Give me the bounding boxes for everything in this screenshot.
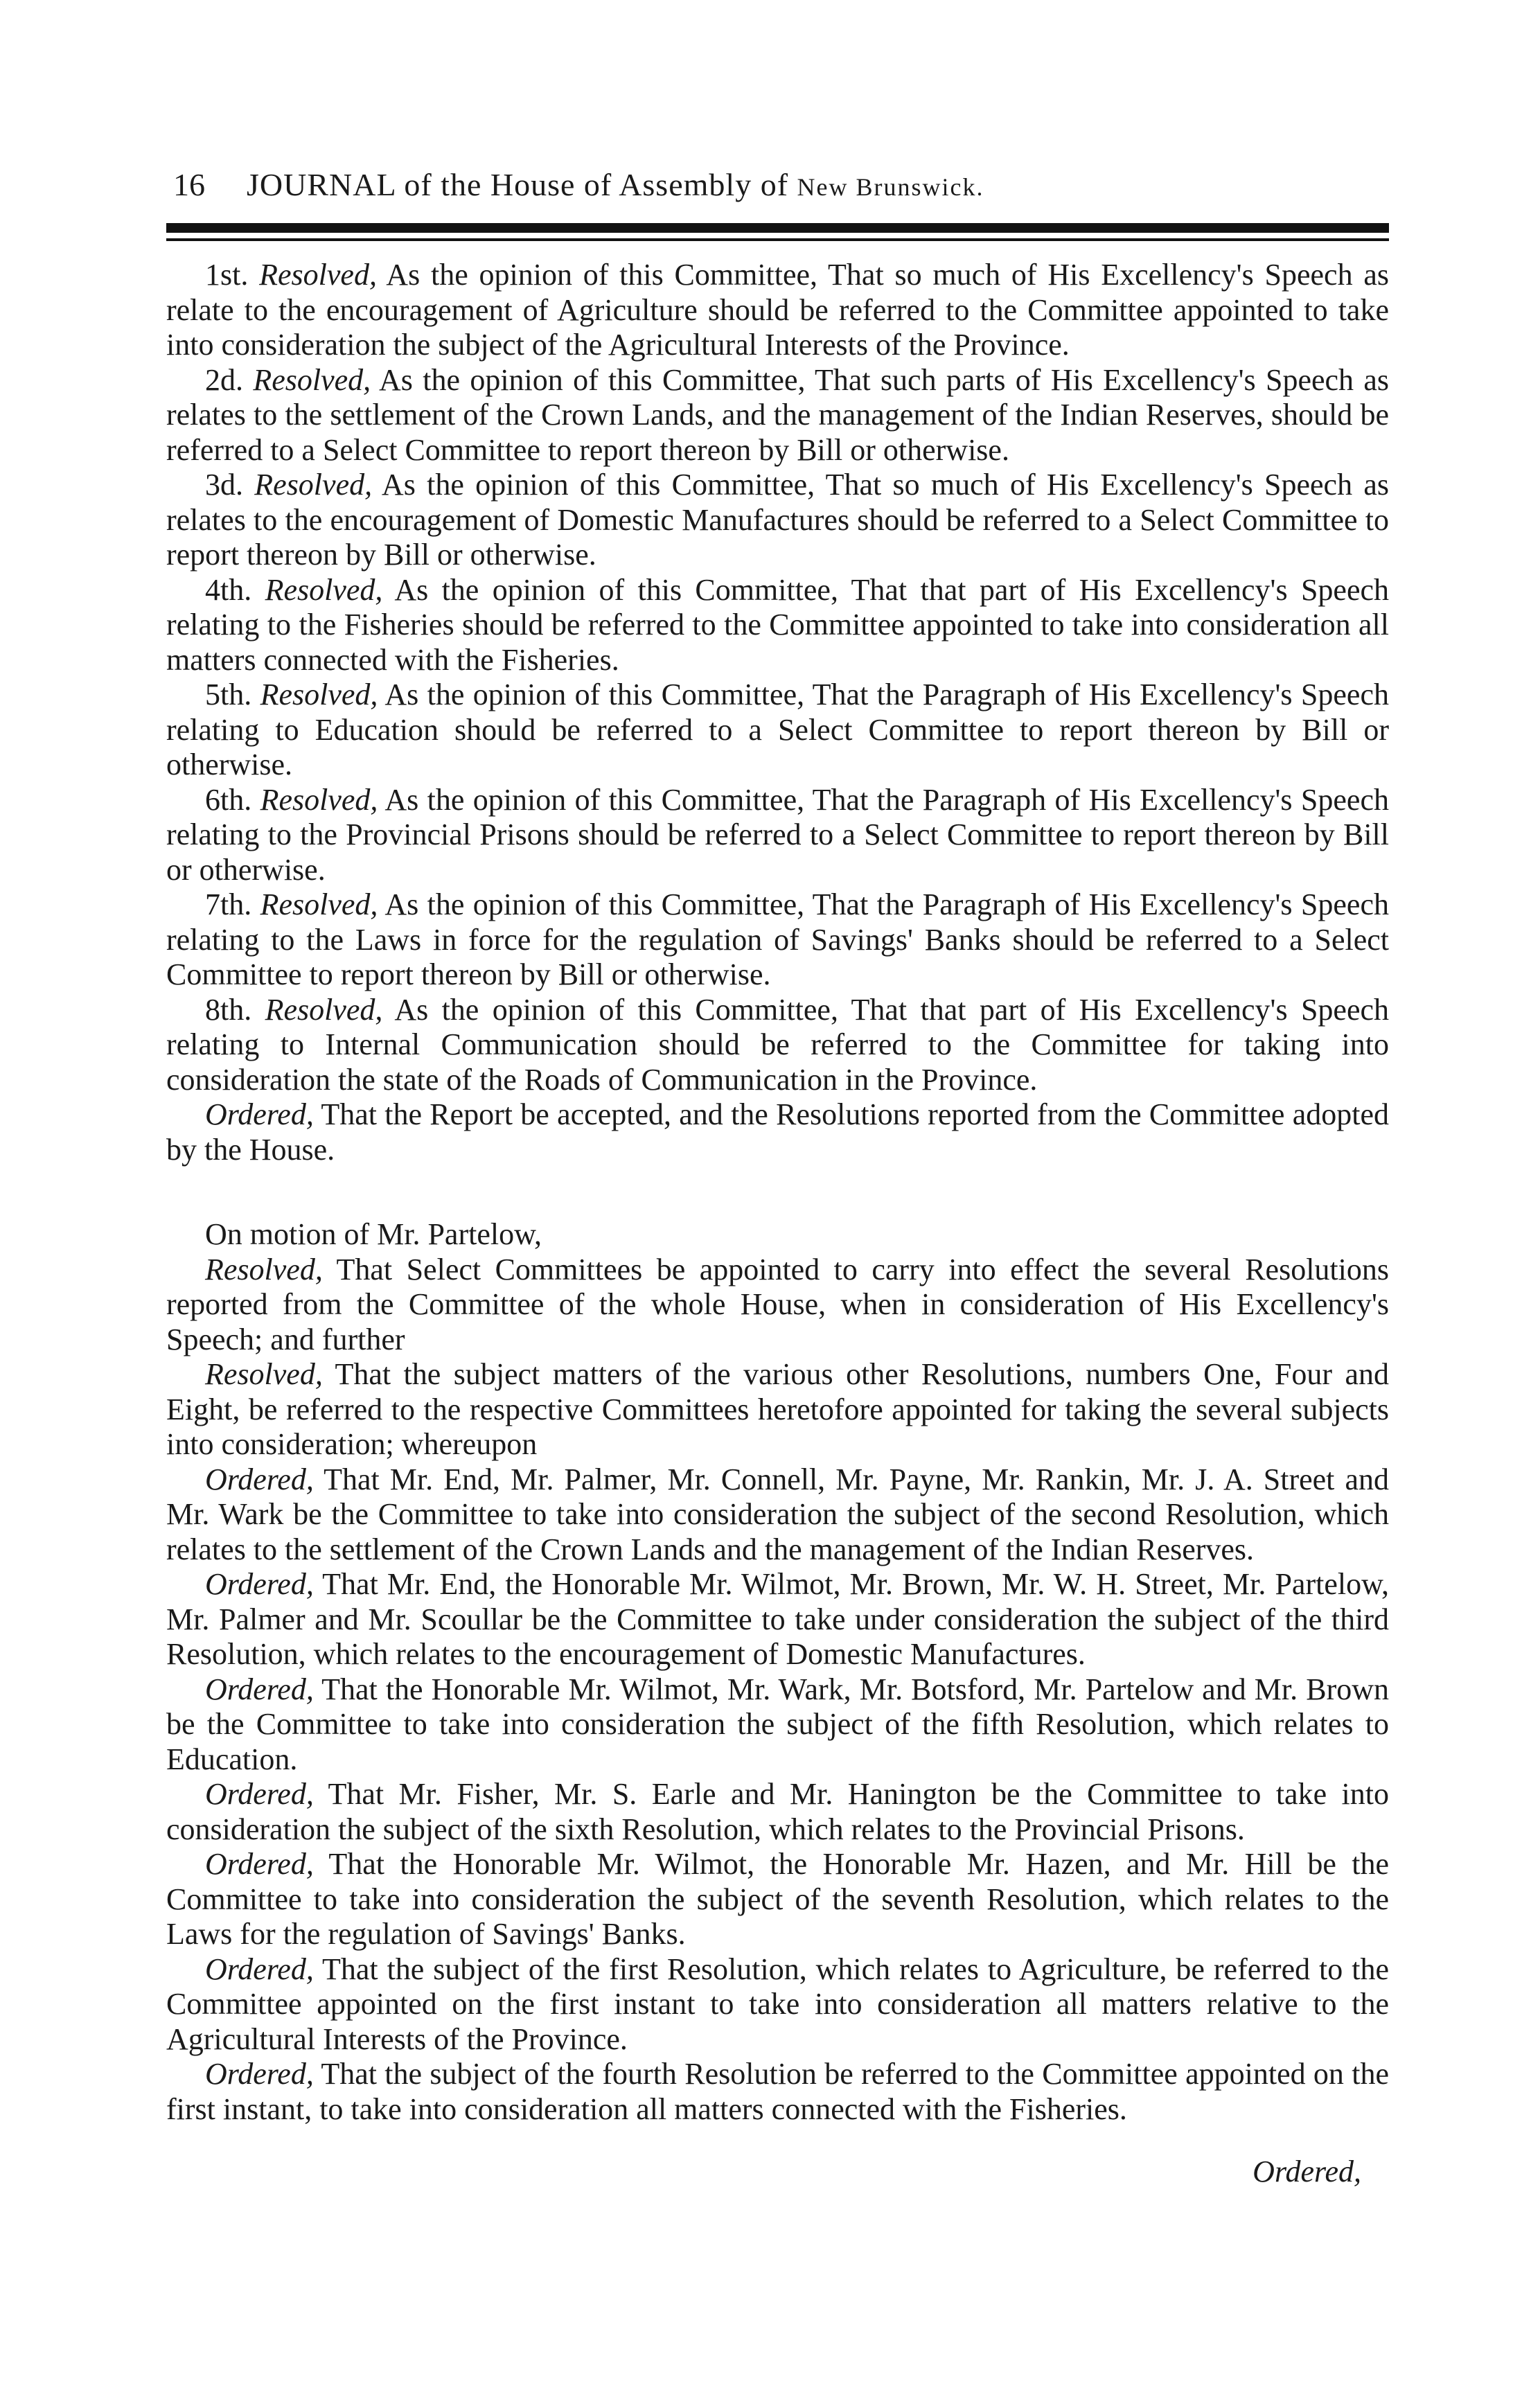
catchword-text: Ordered, <box>1253 2155 1361 2188</box>
para-text: That Mr. End, Mr. Palmer, Mr. Connell, Mr. Payne, Mr. Rankin, Mr. J. A. Street and Mr. Wark be the Committee to take into consideration the subject of the second Resolution, which relates to the settlement of the Crown Lands and the management of the Indian Reserves. <box>166 1462 1389 1566</box>
para-lead: Ordered, <box>205 1847 314 1881</box>
paragraph <box>166 468 1389 573</box>
paragraph <box>166 2057 1389 2127</box>
para-text: That the Report be accepted, and the Resolutions reported from the Committee adopted by the House. <box>166 1097 1389 1167</box>
para-prefix: 2d. <box>205 362 254 397</box>
para-lead: Ordered, <box>205 2057 314 2091</box>
para-text: That the subject matters of the various other Resolutions, numbers One, Four and Eight, be referred to the respective Committees heretofore appointed for taking the several subjects into consideration; whereupon <box>166 1357 1389 1461</box>
para-prefix: 6th. <box>205 782 260 817</box>
para-lead: Resolved, <box>259 258 377 292</box>
paragraph <box>166 1777 1389 1847</box>
para-lead: Resolved, <box>254 468 373 502</box>
para-lead: Resolved, <box>253 362 371 397</box>
paragraph <box>166 783 1389 888</box>
para-lead: Resolved, <box>265 992 383 1027</box>
para-lead: Resolved, <box>260 782 378 817</box>
para-lead: Resolved, <box>265 572 383 607</box>
paragraph <box>166 678 1389 783</box>
paragraph <box>166 1357 1389 1462</box>
para-text: As the opinion of this Committee, That the Paragraph of His Excellency's Speech relating to the Provincial Prisons should be referred to a Select Committee to report thereon by Bill or otherwise. <box>166 782 1389 887</box>
para-lead: Ordered, <box>205 1952 314 1986</box>
running-header <box>173 166 1392 203</box>
paragraph <box>166 1462 1389 1568</box>
para-text: That Mr. End, the Honorable Mr. Wilmot, Mr. Brown, Mr. W. H. Street, Mr. Partelow, Mr. Palmer and Mr. Scoullar be the Committee to take under consideration the subject of the third Resolution, which relates to the encouragement of Domestic Manufactures. <box>166 1567 1389 1671</box>
para-prefix: 4th. <box>205 572 265 607</box>
para-text: That the Honorable Mr. Wilmot, Mr. Wark, Mr. Botsford, Mr. Partelow and Mr. Brown be the Committee to take into consideration the subject of the fifth Resolution, which relates to Education. <box>166 1672 1389 1776</box>
para-text: As the opinion of this Committee, That so much of His Excellency's Speech as relate to the encouragement of Agriculture should be referred to the Committee appointed to take into consideration the subject of the Agricultural Interests of the Province. <box>166 258 1389 362</box>
para-prefix: 7th. <box>205 887 260 921</box>
para-lead: Ordered, <box>205 1097 314 1131</box>
para-text: As the opinion of this Committee, That the Paragraph of His Excellency's Speech relating to Education should be referred to a Select Committee to report thereon by Bill or otherwise. <box>166 678 1389 781</box>
motion-line <box>166 1217 1389 1253</box>
para-text: That the Honorable Mr. Wilmot, the Honorable Mr. Hazen, and Mr. Hill be the Committee to take into consideration the subject of the seventh Resolution, which relates to the Laws for the regulation of Savings' Banks. <box>166 1847 1389 1951</box>
para-text: As the opinion of this Committee, That that part of His Excellency's Speech relating to Internal Communication should be referred to the Committee for taking into consideration the state of the Roads of Communication in the Province. <box>166 992 1389 1097</box>
para-text: As the opinion of this Committee, That such parts of His Excellency's Speech as relates to the settlement of the Crown Lands, and the management of the Indian Reserves, should be referred to a Select Committee to report thereon by Bill or otherwise. <box>166 362 1389 467</box>
paragraph <box>166 258 1389 363</box>
body-text <box>166 258 1389 2190</box>
para-lead: Ordered, <box>205 1777 314 1811</box>
para-lead: Ordered, <box>205 1672 314 1706</box>
title-province: New Brunswick. <box>797 173 984 201</box>
para-lead: Resolved, <box>260 678 378 711</box>
para-text: That the subject of the first Resolution, which relates to Agriculture, be referred to the Committee appointed on the first instant to take into consideration all matters relative to the Agricultural Interests of the Province. <box>166 1952 1389 2056</box>
header-rule-thin <box>166 238 1389 241</box>
para-lead: Resolved, <box>205 1252 323 1286</box>
para-text: That Mr. Fisher, Mr. S. Earle and Mr. Hanington be the Committee to take into consideration the subject of the sixth Resolution, which relates to the Provincial Prisons. <box>166 1777 1389 1846</box>
paragraph <box>166 1952 1389 2058</box>
para-text: As the opinion of this Committee, That that part of His Excellency's Speech relating to the Fisheries should be referred to the Committee appointed to take into consideration all matters connected with the Fisheries. <box>166 572 1389 677</box>
paragraph <box>166 993 1389 1098</box>
para-text: As the opinion of this Committee, That the Paragraph of His Excellency's Speech relating to the Laws in force for the regulation of Savings' Banks should be referred to a Select Committee to report thereon by Bill or otherwise. <box>166 887 1389 991</box>
paragraph <box>166 1567 1389 1672</box>
header-rule-thick <box>166 223 1389 233</box>
paragraph <box>166 1672 1389 1778</box>
page-number: 16 <box>173 167 205 202</box>
para-prefix: 8th. <box>205 992 265 1027</box>
paragraph <box>166 887 1389 993</box>
catchword <box>166 2155 1389 2190</box>
paragraph <box>166 1847 1389 1952</box>
para-text: That Select Committees be appointed to carry into effect the several Resolutions reported from the Committee of the whole House, when in consideration of His Excellency's Speech; and further <box>166 1252 1389 1356</box>
para-prefix: 5th. <box>205 678 260 711</box>
para-lead: Resolved, <box>205 1357 323 1391</box>
paragraph <box>166 1097 1389 1167</box>
para-lead: Ordered, <box>205 1567 314 1601</box>
para-text: That the subject of the fourth Resolution be referred to the Committee appointed on the first instant, to take into consideration all matters connected with the Fisheries. <box>166 2057 1389 2126</box>
title-prefix: JOURNAL of the House of Assembly of <box>247 167 789 202</box>
paragraph <box>166 573 1389 678</box>
para-prefix: 1st. <box>205 258 260 292</box>
para-lead: Resolved, <box>260 887 378 921</box>
para-text: As the opinion of this Committee, That so much of His Excellency's Speech as relates to the encouragement of Domestic Manufactures should be referred to a Select Committee to report thereon by Bill or otherwise. <box>166 468 1390 572</box>
running-title <box>247 166 984 203</box>
paragraph <box>166 1253 1389 1358</box>
paragraph <box>166 363 1389 468</box>
para-lead: Ordered, <box>205 1462 314 1496</box>
para-prefix: 3d. <box>205 468 255 502</box>
para-prefix: On motion of Mr. Partelow, <box>205 1217 542 1251</box>
